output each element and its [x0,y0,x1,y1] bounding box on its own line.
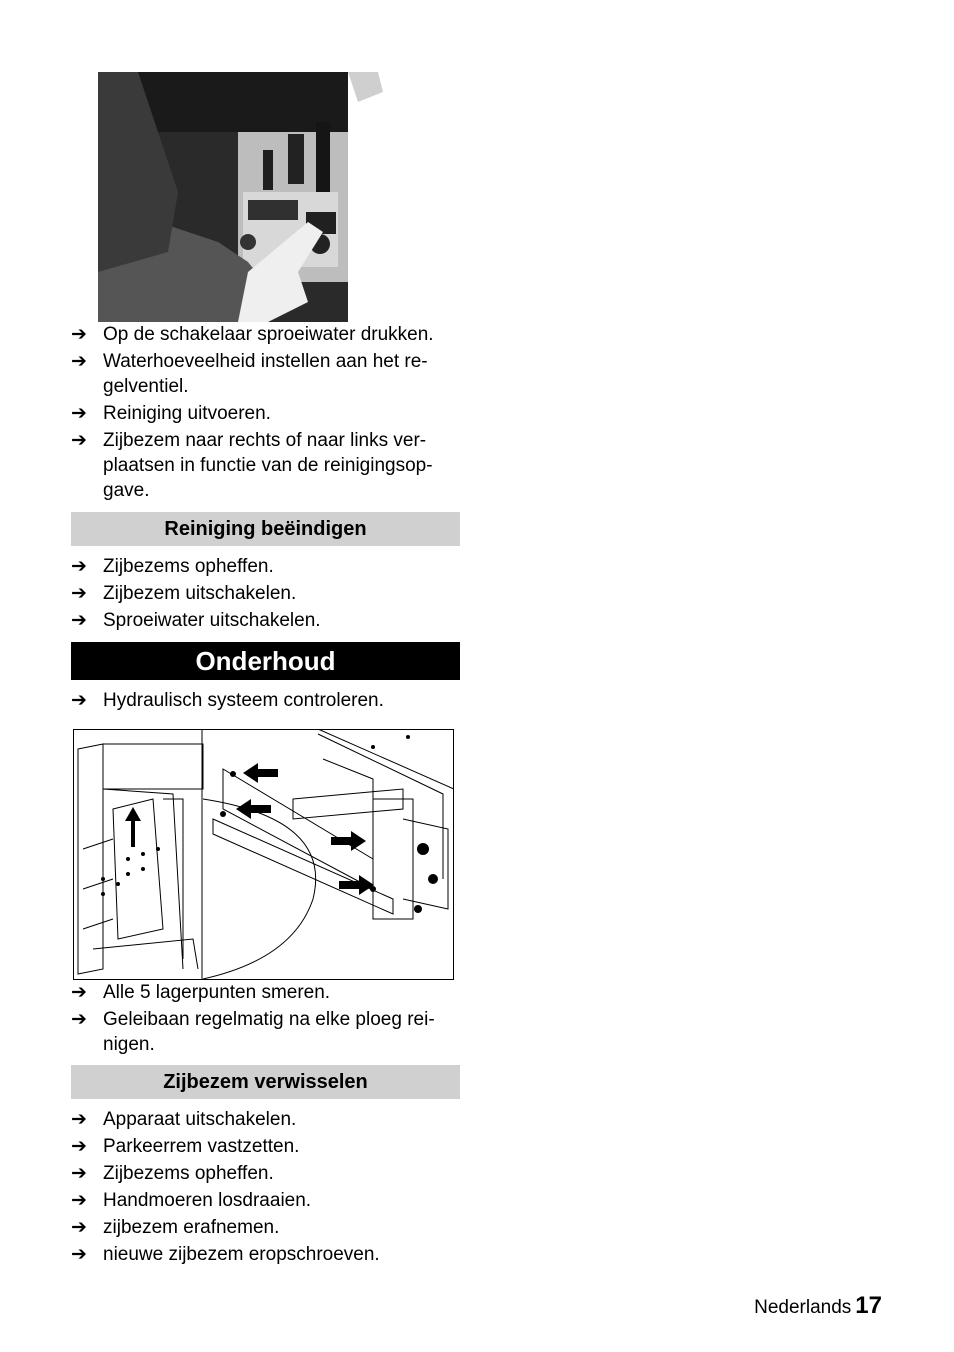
arrow-right-icon: ➔ [71,556,87,577]
list-item: ➔ Geleibaan regelmatig na elke ploeg rei- nigen. [71,1009,435,1055]
list-item: ➔ Waterhoeveelheid instellen aan het re- gelventiel. [71,351,428,397]
arrow-right-icon: ➔ [71,1244,87,1265]
list-item: ➔ Alle 5 lagerpunten smeren. [71,982,331,1003]
arrow-right-icon: ➔ [71,351,87,372]
arrow-right-icon: ➔ [71,1109,87,1130]
list-item: ➔ Zijbezem uitschakelen. [71,583,297,604]
arrow-right-icon: ➔ [71,690,87,711]
section-heading-zijbezem-verwisselen: Zijbezem verwisselen [71,1065,460,1099]
arrow-right-icon: ➔ [71,403,87,424]
arrow-right-icon: ➔ [71,324,87,345]
arrow-right-icon: ➔ [71,583,87,604]
page-footer [754,1292,882,1320]
list-item: ➔ Parkeerrem vastzetten. [71,1136,300,1157]
list-item: ➔ Zijbezem naar rechts of naar links ver- plaatsen in functie van de reinigingsop- gave. [71,430,433,501]
arrow-right-icon: ➔ [71,1163,87,1184]
list-item: ➔ Zijbezems opheffen. [71,556,274,577]
side-broom-lubrication-diagram [73,729,454,980]
control-panel-photo [98,72,432,322]
list-item: ➔ Op de schakelaar sproeiwater drukken. [71,324,434,345]
arrow-right-icon: ➔ [71,430,87,451]
list-item: ➔ Hydraulisch systeem controleren. [71,690,384,711]
list-item: ➔ zijbezem erafnemen. [71,1217,280,1238]
list-item: ➔ Sproeiwater uitschakelen. [71,610,321,631]
section-heading-reiniging-beeindigen: Reiniging beëindigen [71,512,460,546]
page-number: 17 [855,1292,882,1319]
arrow-right-icon: ➔ [71,982,87,1003]
list-item: ➔ Reiniging uitvoeren. [71,403,271,424]
arrow-right-icon: ➔ [71,1009,87,1030]
arrow-right-icon: ➔ [71,1136,87,1157]
footer-language: Nederlands [754,1297,852,1318]
list-item: ➔ Apparaat uitschakelen. [71,1109,297,1130]
arrow-right-icon: ➔ [71,610,87,631]
chapter-heading-onderhoud: Onderhoud [71,642,460,680]
arrow-right-icon: ➔ [71,1217,87,1238]
list-item: ➔ Handmoeren losdraaien. [71,1190,312,1211]
list-item: ➔ Zijbezems opheffen. [71,1163,274,1184]
list-item: ➔ nieuwe zijbezem eropschroeven. [71,1244,380,1265]
arrow-right-icon: ➔ [71,1190,87,1211]
